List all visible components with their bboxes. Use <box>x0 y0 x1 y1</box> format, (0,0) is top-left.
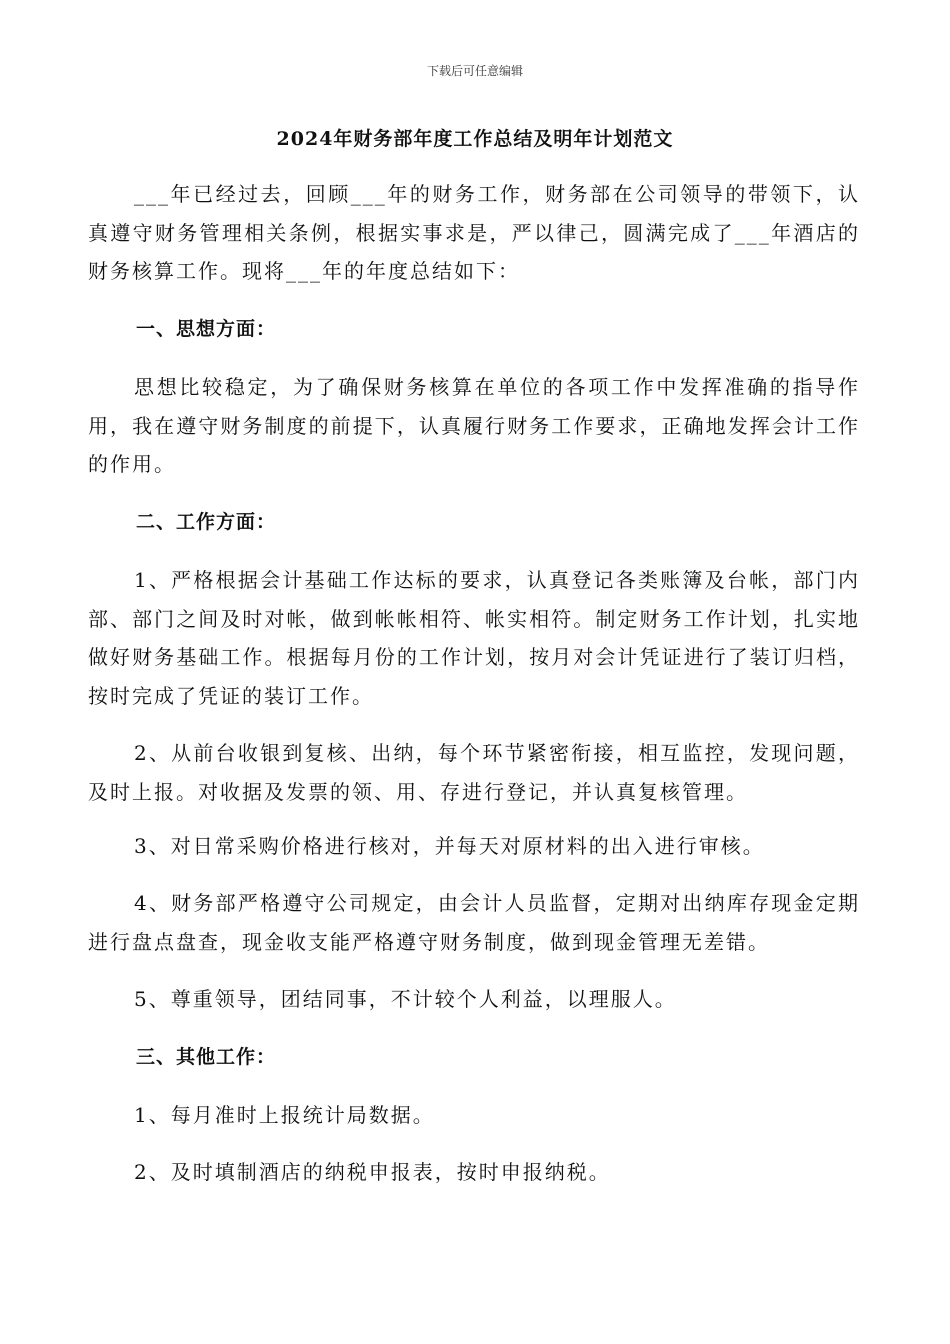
section-heading-work: 二、工作方面： <box>136 511 277 533</box>
document-title: 2024年财务部年度工作总结及明年计划范文 <box>276 128 674 150</box>
other-item-2: 2、及时填制酒店的纳税申报表，按时申报纳税。 <box>134 1160 611 1184</box>
section-heading-other: 三、其他工作： <box>136 1046 277 1068</box>
other-item-1: 1、每月准时上报统计局数据。 <box>134 1103 435 1127</box>
section-heading-thought: 一、思想方面： <box>136 318 277 340</box>
page-header-note: 下载后可任意编辑 <box>426 64 523 78</box>
work-item-5: 5、尊重领导，团结同事，不计较个人利益，以理服人。 <box>134 987 677 1011</box>
thought-paragraph: 思想比较稳定，为了确保财务核算在单位的各项工作中发挥准确的指导作用，我在遵守财务制度的前提下，认真履行财务工作要求，正确地发挥会计工作的作用。 <box>88 375 860 476</box>
intro-paragraph: ___年已经过去，回顾___年的财务工作，财务部在公司领导的带领下，认真遵守财务管理相关条例，根据实事求是，严以律己，圆满完成了___年酒店的财务核算工作。现将___年的年度总结如下： <box>88 182 860 283</box>
work-item-1: 1、严格根据会计基础工作达标的要求，认真登记各类账簿及台帐，部门内部、部门之间及时对帐，做到帐帐相符、帐实相符。制定财务工作计划，扎实地做好财务基础工作。根据每月份的工作计划，按月对会计凭证进行了装订归档，按时完成了凭证的装订工作。 <box>88 568 860 708</box>
work-item-2: 2、从前台收银到复核、出纳，每个环节紧密衔接，相互监控，发现问题，及时上报。对收据及发票的领、用、存进行登记，并认真复核管理。 <box>88 741 860 804</box>
work-item-3: 3、对日常采购价格进行核对，并每天对原材料的出入进行审核。 <box>134 834 765 858</box>
work-item-4: 4、财务部严格遵守公司规定，由会计人员监督，定期对出纳库存现金定期进行盘点盘查，现金收支能严格遵守财务制度，做到现金管理无差错。 <box>88 891 860 954</box>
